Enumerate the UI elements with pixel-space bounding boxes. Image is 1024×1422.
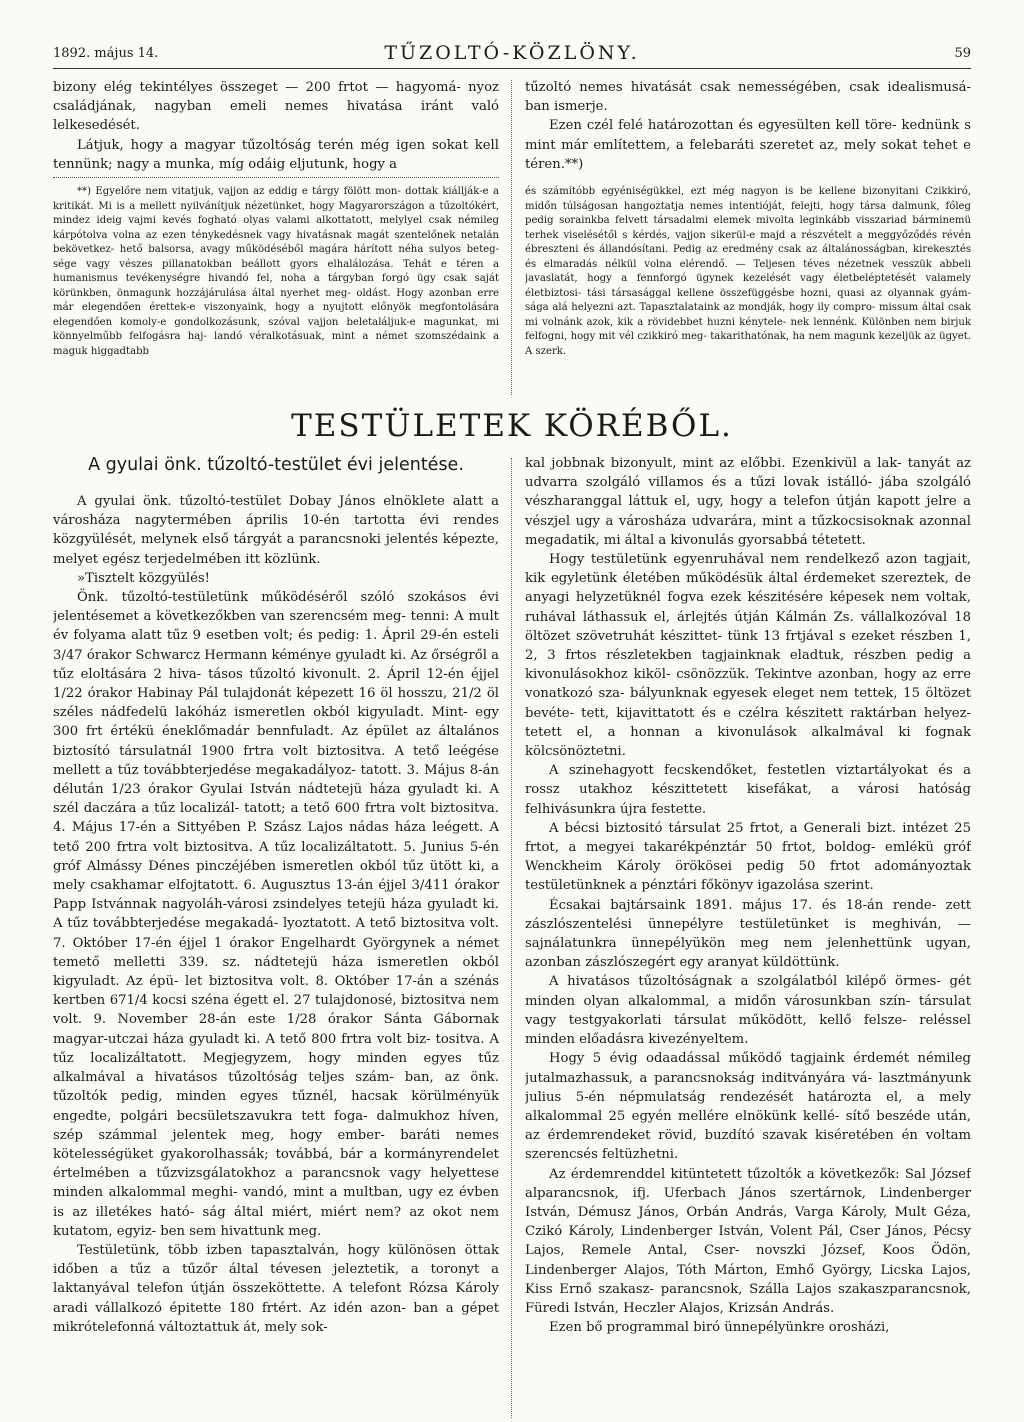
footnote-text: és számítóbb egyéniségükkel, ezt még nagyon is be kellene bizonyitani Czikkiró, midőn túlságosan hangoztatja nemes intentióját, felejti, hogy társa dalmunk, főleg pedig sorainkba felvett társadalmi elemek mivolta leginkább visszariad bárminemü terhek viselésétől s kérdés, vajjon sikerül-e majd a részvételt a meggyőződés révén ébreszteni és állandósítani. Pedig az eredmény csak az általánosságban, kirekesztés és elmaradás nélkül volna elérendő. — Teljesen téves nézetnek vesszük abbeli javaslatát, hogy a fennforgó ügynek kezelését vagy életbeléptetését valamely életbiztosi- tási társasággal kellene összefüggésbe hozni, quasi az olyannak gyám- sága alá helyezni azt. Tapasztalataink az mondják, hogy ily compro- missum által csak mi volnánk azok, kik a rövidebbet huzni kénytele- nek lennénk. Különben nem birjuk felfogni, hogy mit vél czikkiró meg- takarithatónak, ha nem magunk kezeljük az ügyet. A szerk.	[525, 186, 971, 357]
paragraph: bizony elég tekintélyes összeget — 200 frtot — hagyomá- nyoz családjának, nagyban emeli nemes hivatása iránt való lelkesedését.	[53, 80, 499, 134]
article-columns	[53, 454, 971, 1337]
paragraph: Ezen czél felé határozottan és egyesülten kell töre- kednünk s mint már említettem, a felebaráti szeretet az, mely sokat tehet e téren.**)	[525, 118, 971, 172]
paragraph: Hogy 5 évig odaadással működő tagjaink érdemét némileg jutalmazhassuk, a parancsnokság inditványára vá- lasztmányunk julius 5-én népmulatság rendezését határozta el, a mely alkalommal 25 egyén mellére elnökünk kellé- sítő beszéde után, az érdemrendeket rövid, buzdító szavak kiséretében én voltam szerencsés feltüzhetni.	[525, 1051, 971, 1163]
masthead-title: TŰZOLTÓ-KÖZLÖNY.	[384, 42, 640, 64]
issue-date: 1892. május 14.	[53, 46, 159, 61]
paragraph: A hivatásos tűzoltóságnak a szolgálatból kilépő örmes- gét minden olyan alkalommal, a midőn városunkban szín- társulat vagy testgyakorlati társulat működött, kellő felsze- reléssel minden előadásra kivezényeltem.	[525, 974, 971, 1048]
footnote-left	[53, 185, 499, 359]
page-number: 59	[954, 46, 971, 61]
article-right-column	[525, 454, 971, 1337]
paragraph: Écsakai bajtársaink 1891. május 17. és 18-án rende- zett zászlószentelési ünnepélyre testületünket is meghiván, — sajnálatunkra ünnepélyükön meg nem jelenhettünk ugyan, azonban zászlószegért egy aranyat küldöttünk.	[525, 897, 971, 971]
top-columns	[53, 78, 971, 174]
footnote-text: **) Egyelőre nem vitatjuk, vajjon az eddig e tárgy fölött mon- dottak kiállják-e a kritikát. Mi is a mellett nyilvánítjuk nézetünket, hogy Magyarországon a tűzoltókért, mindez ideig vajmi kevés fogható olyas valami alkottatott, melylyel csak némileg kárpótolva volna az ezen ténykedésnek vagy hivatásnak magát szentelőnek netalán bekövetkez- hető balsorsa, avagy működéséből magára hárított néha sulyos beteg- sége vagy vészes pillanatokban beállott gyors elhalálozása. Tehát e téren a humanismus tevékenységre hivandó fel, noha a tárgyban forgó ügy csak saját körünkben, önmagunk hozzájárulása által nyerhet meg- oldást. Hogy azonban erre már elegendően érettek-e viszonyaink, hogy a nyujtott előnyök megfontolására elegendően komoly-e gondolkozásunk, szóval vajjon beletaláljuk-e magunkat, mi könnyelműbb felfogásra haj- landó véralkotásuak, mint a német szomszédaink a maguk higgadtabb	[53, 186, 499, 357]
section-title: TESTÜLETEK KÖRÉBŐL.	[291, 408, 733, 444]
top-left-column	[53, 78, 499, 174]
paragraph: A szinehagyott fecskendőket, festetlen viztartályokat és a rossz utakhoz készittetett kisefákat, a városi hatóság felhivásunkra újra festette.	[525, 763, 971, 817]
footnote-rule	[53, 177, 499, 178]
article-title: A gyulai önk. tűzoltó-testület évi jelentése.	[88, 455, 464, 475]
paragraph: Testületünk, több izben tapasztalván, hogy különösen öttak időben a tűz a tűzőr által tévesen jeleztetik, a toronyt a laktanyával telefon útján összeköttette. A telefont Rózsa Károly aradi vállalkozó épitette 180 frtért. Az idén azon- ban a gépet mikrótelefonná változtattuk át, mely sok-	[53, 1242, 499, 1335]
article-left-column	[53, 454, 499, 1337]
paragraph: A bécsi biztositó társulat 25 frtot, a Generali bizt. intézet 25 frtot, a megyei takarékpénztár 50 frtot, boldog- emlékü gróf Wenckheim Károly örökösei pedig 50 frtot adományoztak testületünknek a pénztári főkönyv igazolása szerint.	[525, 820, 971, 894]
footnote-columns	[53, 185, 971, 359]
paragraph: Az érdemrenddel kitüntetett tűzoltók a következők: Sal József alparancsnok, ifj. Uferbach János szertárnok, Lindenberger István, Démusz János, Orbán András, Varga Károly, Mult Géza, Czikó Károly, Lindenberger István, Volent Pál, Cser János, Pécsy Lajos, Remele Antal, Cser- novszki József, Koos Ödön, Lindenberger Alajos, Tóth Márton, Emhő György, Licska Lajos, Kiss Ernő szakasz- parancsnok, Szálla Lajos szakaszparancsnok, Füredi István, Heczler Alajos, Krizsán András.	[525, 1166, 971, 1316]
paragraph: kal jobbnak bizonyult, mint az előbbi. Ezenkivül a lak- tanyát az udvarra szolgáló villamos és a tűzi lovak istálló- jába szolgáló vészharanggal láttuk el, ugy, hogy a telefon útján kapott jelre a vészjel ugy a városháza udvarára, mint a tűzkocsisoknak azonnal megadatik, mi által a kivonulás gyorsabbá tétetett.	[525, 456, 971, 548]
newspaper-page	[53, 40, 971, 1336]
paragraph: Hogy testületünk egyenruhával nem rendelkező azon tagjait, kik egyletünk életében működésük által érdemeket szereztek, de anyagi helyzetüknél fogva ezek készitésére képesek nem voltak, ruhával láthassuk el, árlejtés útján Kálmán Zs. vállalkozóval 18 öltözet szövetruhát készittet- tünk 13 frtjával s ezeket részben 1, 2, 3 frtos részletekben tagjainknak eladtuk, részben pedig a kivonulásokhoz kiköl- csönözzük. Tekintve azonban, hogy az erre vonatkozó sza- bályunknak egyesek eleget nem tettek, 15 öltözet bevéte- tett, kijavittatott és e czélra készitett raktárban helyez- tetett el, a honnan a kivonulások alkalmával ki fognak kölcsönöztetni.	[525, 552, 971, 760]
paragraph: A gyulai önk. tűzoltó-testület Dobay János elnöklete alatt a városháza nagytermében április 10-én tartotta évi rendes közgyülését, melynek első tárgyát a parancsnoki jelentés képezte, melyet egész terjedelmében itt közlünk.	[53, 494, 499, 567]
column-divider-top	[511, 80, 512, 395]
footnote-right	[525, 185, 971, 359]
paragraph: Önk. tűzoltó-testületünk működéséről szóló szokásos évi jelentésemet a következőkben van szerencsém meg- tenni: A mult év folyama alatt tűz 9 esetben volt; és pedig: 1. Ápril 29-én esteli 3/47 órakor Schwarcz Hermann kéménye gyuladt ki. Az őrségről a tűz eloltására 2 hiva- tásos tűzoltó kivonult. 2. Ápril 12-én éjjel 1/22 órakor Habinay Pál tulajdonát képezett 16 öl hosszu, 21/2 öl széles nádfedelü lakóház ismeretlen okból kigyuladt. Mint- egy 300 frt értékü éneklőmadár bennfuladt. Az épület az általános biztosító társulatnál 1900 frtra volt biztositva. A tető leégése mellett a tűz továbbterjedése megakadályoz- tatott. 3. Május 8-án délután 1/23 órakor Gyulai István nádtetejü háza gyuladt ki. A szél daczára a tűz localizál- tatott; a tető 600 frtra volt biztositva. 4. Május 17-én a Sittyében P. Szász Lajos nádas háza leégett. A tető 200 frtra volt biztositva. A tűz localizáltatott. 5. Junius 5-én gróf Almássy Dénes pinczéjében ismeretlen okból tűz ütött ki, a mely csakhamar elfojtatott. 6. Augusztus 13-án éjjel 3/411 órakor Papp Istvánnak nagyoláh-városi zsindelyes tetejü háza gyuladt ki. A tűz továbbterjedése megakadá- lyoztatott. A tető biztositva volt. 7. Október 17-én éjjel 1 órakor Engelhardt Györgynek a német temető melletti 339. sz. nádtetejü háza ismeretlen okból kigyuladt. Az épü- let biztositva volt. 8. Október 17-án a szénás kertben 671/4 kocsi széna égett el. 27 tulajdonosé, biztositva nem volt. 9. November 28-án este 1/28 órakor Sánta Gábornak magyar-utczai háza gyuladt ki. A tető 800 frtra volt biz- tositva. A tűz localizáltatott. Megjegyzem, hogy minden egyes tűz alkalmával a hivatásos tűzoltóság teljes szám- ban, az önk. tűzoltók pedig, minden egyes tűznél, hacsak körülményük engedte, polgári becsületszavukra tett foga- dalmukhoz híven, szép számmal jelentek meg, hogy ember- baráti nemes kötelességüket gyakorolhassák; továbbá, bár a kormányrendelet értelmében a tűzvizsgálatokhoz a parancsnok vagy helyettese minden alkalommal meghi- vandó, mint a multban, ugy ez évben is az illetékes ható- ság által miért, miért nem? az okot nem kutatom, egyiz- ben sem hivattunk meg.	[53, 590, 499, 1239]
paragraph: Ezen bő programmal biró ünnepélyünkre orosházi,	[549, 1320, 890, 1336]
paragraph: Látjuk, hogy a magyar tűzoltóság terén még igen sokat kell tennünk; nagy a munka, míg odáig eljutunk, hogy a	[53, 137, 499, 172]
page-header	[53, 40, 971, 69]
top-right-column	[525, 78, 971, 174]
paragraph: tűzoltó nemes hivatását csak nemességében, csak idealismusá- ban ismerje.	[525, 80, 971, 115]
paragraph: »Tisztelt közgyülés!	[77, 570, 210, 586]
